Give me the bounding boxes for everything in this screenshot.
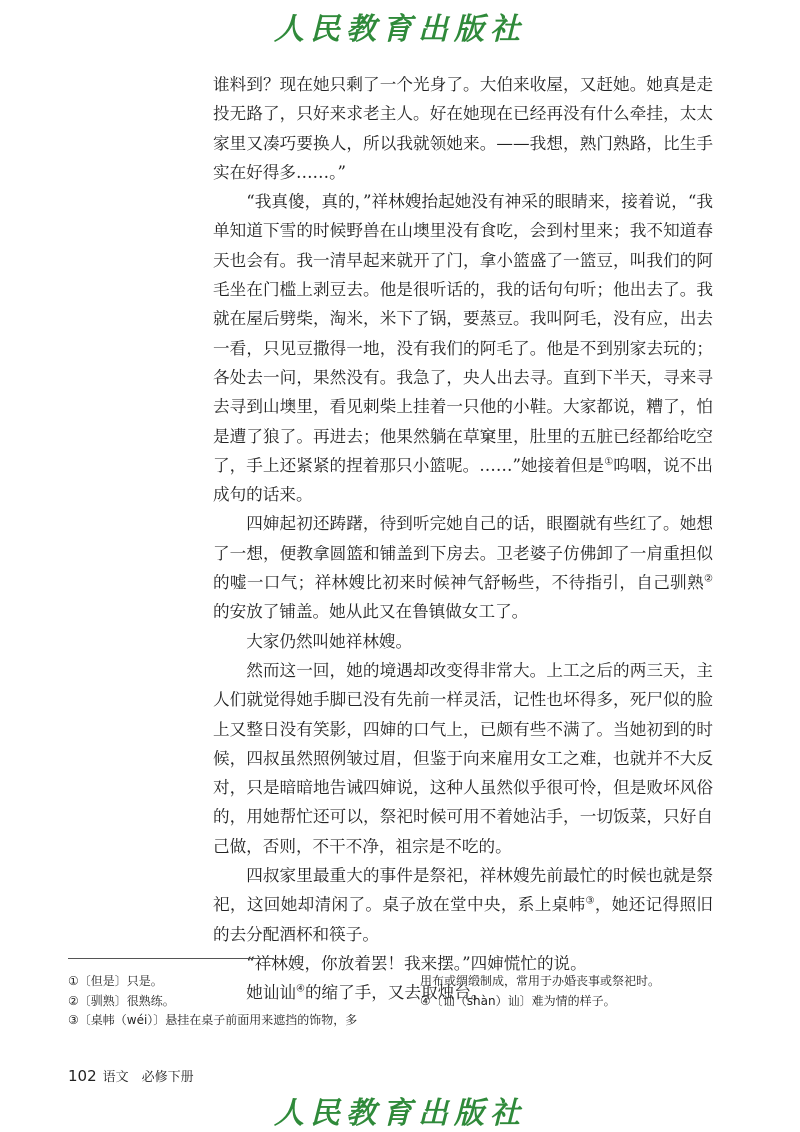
paragraph-6	[213, 861, 713, 949]
footnote-divider	[68, 958, 274, 959]
paragraph-4: 大家仍然叫她祥林嫂。	[246, 631, 413, 651]
paragraph-5: 然而这一回，她的境遇却改变得非常大。上工之后的两三天，主人们就觉得她手脚已没有先前一样灵活，记性也坏得多，死尸似的脸上又整日没有笑影，四婶的口气上，已颇有些不满了。当她初到的时候，四叔虽然照例皱过眉，但鉴于向来雇用女工之难，也就并不大反对，只是暗暗地告诫四婶说，这种人虽然似乎很可怜，但是败坏风俗的，用她帮忙还可以，祭祀时候可用不着她沾手，一切饭菜，只好自己做，否则，不干不净，祖宗是不吃的。	[213, 660, 713, 856]
page-footer	[68, 1066, 194, 1085]
publisher-logo-bottom: 人民教育出版社	[274, 1096, 526, 1131]
paragraph-2-text-b: 呜咽，说不出成句的话来。	[213, 455, 714, 505]
paragraph-2	[213, 187, 713, 509]
paragraph-7: “祥林嫂，你放着罢！我来摆。”四婶慌忙的说。	[246, 953, 587, 973]
publisher-logo-top: 人民教育出版社	[274, 12, 526, 47]
footnote-3-continued: 用布或绸缎制成，常用于办婚丧事或祭祀时。	[420, 974, 661, 988]
footnote-ref-2: ②	[704, 573, 713, 585]
footnotes-left-column	[68, 972, 408, 1031]
paragraph-8-text-a: 她讪讪	[246, 983, 296, 1003]
footnote-ref-3: ③	[585, 895, 595, 907]
paragraph-8-text-b: 的缩了手，又去取烛台。	[304, 983, 488, 1003]
article-body	[213, 70, 713, 1008]
paragraph-6-text-a: 四叔家里最重大的事件是祭祀，祥林嫂先前最忙的时候也就是祭祀，这回她却清闲了。桌子放在堂中央，系上桌帏	[213, 866, 713, 915]
page-number: 102	[68, 1067, 97, 1085]
footnote-4: ④〔讪（shàn）讪〕难为情的样子。	[420, 993, 616, 1008]
paragraph-6-text-b: ，她还记得照旧的去分配酒杯和筷子。	[213, 895, 714, 944]
footnote-2: ②〔驯熟〕很熟练。	[68, 993, 175, 1008]
footnote-ref-4: ④	[295, 983, 305, 995]
book-title: 语文 必修下册	[102, 1070, 194, 1085]
paragraph-3-text-a: 四婶起初还踌躇，待到听完她自己的话，眼圈就有些红了。她想了一想，便教拿圆篮和铺盖到下房去。卫老婆子仿佛卸了一肩重担似的嘘一口气；祥林嫂比初来时候神气舒畅些，不待指引，自己驯熟	[213, 514, 713, 593]
paragraph-2-text-a: “我真傻，真的，”祥林嫂抬起她没有神采的眼睛来，接着说，“我单知道下雪的时候野兽在山墺里没有食吃，会到村里来；我不知道春天也会有。我一清早起来就开了门，拿小篮盛了一篮豆，叫我们的阿毛坐在门槛上剥豆去。他是很听话的，我的话句句听；他出去了。我就在屋后劈柴，淘米，米下了锅，要蒸豆。我叫阿毛，没有应，出去一看，只见豆撒得一地，没有我们的阿毛了。他是不到别家去玩的；各处去一问，果然没有。我急了，央人出去寻。直到下半天，寻来寻去寻到山墺里，看见刺柴上挂着一只他的小鞋。大家都说，糟了，怕是遭了狼了。再进去；他果然躺在草窠里，肚里的五脏已经都给吃空了，手上还紧紧的捏着那只小篮呢。……”她接着但是	[213, 192, 713, 475]
footnote-1: ①〔但是〕只是。	[68, 974, 163, 988]
paragraph-3-text-b: 的安放了铺盖。她从此又在鲁镇做女工了。	[213, 602, 529, 622]
footnote-3: ③〔桌帏（wéi）〕悬挂在桌子前面用来遮挡的饰物，多	[68, 1013, 358, 1027]
footnotes-right-column	[420, 972, 750, 1011]
paragraph-3	[213, 509, 713, 626]
footnote-ref-1: ①	[604, 456, 614, 468]
paragraph-1: 谁料到？现在她只剩了一个光身了。大伯来收屋，又赶她。她真是走投无路了，只好来求老主人。好在她现在已经再没有什么牵挂，太太家里又凑巧要换人，所以我就领她来。——我想，熟门熟路，比生手实在好得多……。”	[213, 75, 713, 182]
